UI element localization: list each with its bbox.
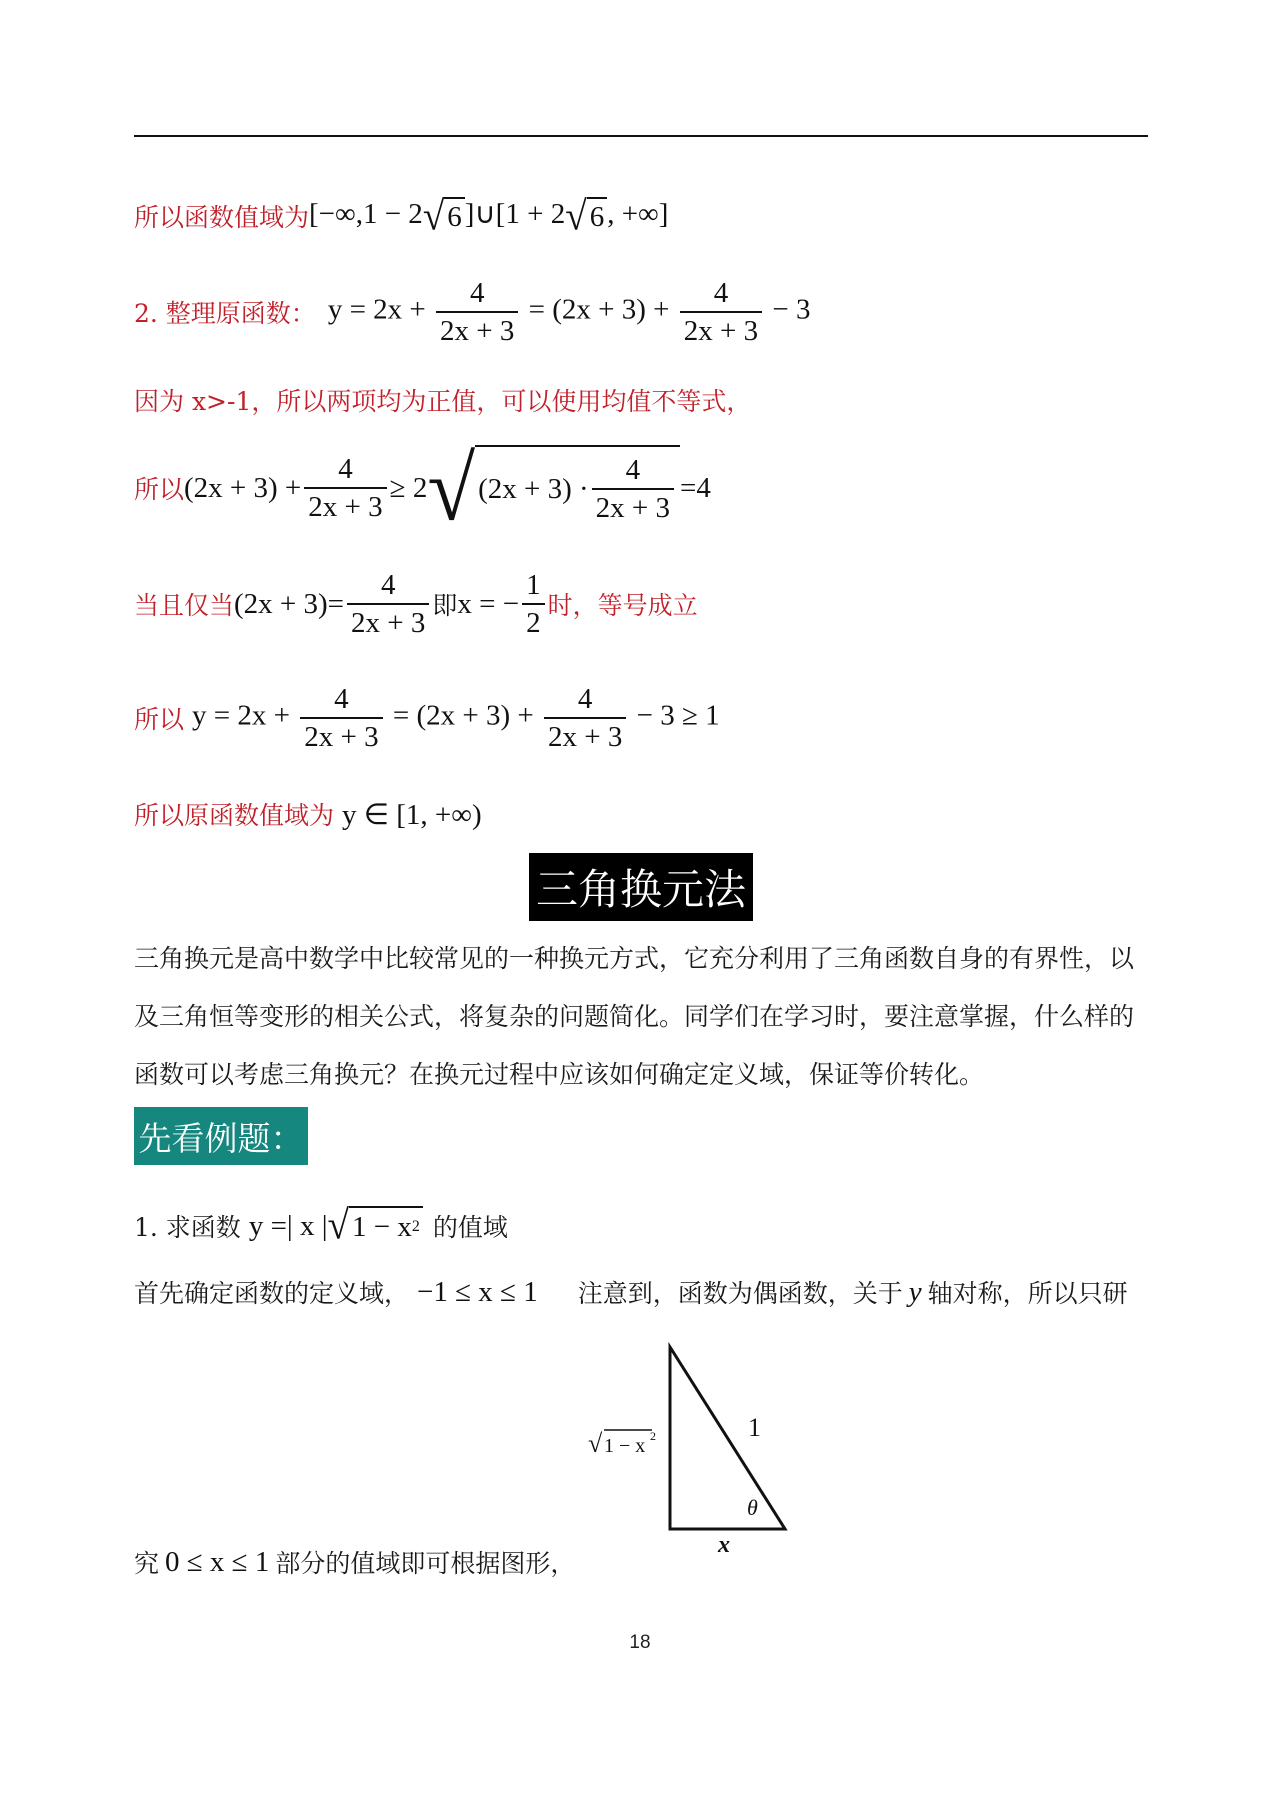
fraction-4-over-2x3: $\frac{4}{2x + 3}$ <box>544 681 626 755</box>
fraction-4-over-2x3: $\frac{4}{2x + 3}$ <box>300 681 382 755</box>
fraction-one-half: $\frac{1}{2}$ <box>522 567 545 641</box>
page-number: 18 <box>629 1632 651 1653</box>
svg-text:1 − x: 1 − x <box>604 1435 646 1457</box>
last-prefix: 究 <box>134 1549 160 1578</box>
last-math: 0 ≤ x ≤ 1 <box>165 1545 270 1578</box>
domain-rest: 注意到，函数为偶函数，关于 <box>577 1279 903 1308</box>
equality-math: (2x + 3)= $\frac{4}{2x + 3}$ 即 x = − $\frac{1}{2}$ <box>234 567 548 641</box>
domain-line <box>134 1270 1128 1314</box>
right-triangle-figure <box>560 1330 820 1560</box>
last-line <box>134 1540 575 1584</box>
range-math: [−∞,1 − 2 √ 6 ]∪[1 + 2 √ 6 , +∞] <box>309 193 669 239</box>
final-range-line <box>134 792 482 836</box>
example-1-line <box>134 1201 508 1251</box>
svg-text:√: √ <box>588 1429 603 1458</box>
am-gm-line <box>134 437 711 539</box>
y-axis-symbol: y <box>908 1275 922 1308</box>
rewrite-label: 2. 整理原函数： <box>134 299 316 328</box>
domain-rest-2: 轴对称，所以只研 <box>927 1279 1128 1308</box>
last-rest: 部分的值域即可根据图形， <box>275 1549 576 1578</box>
example-heading: 先看例题： <box>134 1107 308 1165</box>
domain-math: −1 ≤ x ≤ 1 <box>417 1275 538 1308</box>
equality-condition-line <box>134 564 698 644</box>
fraction-4-over-2x3: $\frac{4}{2x + 3}$ <box>680 275 762 349</box>
example-1-math: y =| x | √ 1 − x 2 <box>249 1206 423 1245</box>
positivity-note: 因为 x>-1，所以两项均为正值，可以使用均值不等式， <box>134 387 752 416</box>
hypotenuse-label: 1 <box>748 1413 761 1442</box>
range-result-line <box>134 194 668 238</box>
domain-label: 首先确定函数的定义域， <box>134 1279 410 1308</box>
conclusion-math: y = 2x + $\frac{4}{2x + 3}$ = (2x + 3) + $\frac{4}{2x + 3}$ − 3 ≥ 1 <box>192 683 720 753</box>
sqrt-1-minus-x2: √ 1 − x 2 <box>328 1206 423 1245</box>
example-1-label: 1. 求函数 <box>134 1213 241 1242</box>
sqrt-product: √ (2x + 3) · $\frac{4}{2x + 3}$ <box>427 445 680 532</box>
rewrite-math: y = 2x + $\frac{4}{2x + 3}$ = (2x + 3) + $\frac{4}{2x + 3}$ − 3 <box>327 277 811 347</box>
fraction-4-over-2x3: $\frac{4}{2x + 3}$ <box>347 567 429 641</box>
sqrt-6-a: √ 6 <box>423 197 465 236</box>
theta-label: θ <box>747 1495 758 1520</box>
fraction-4-over-2x3: $\frac{4}{2x + 3}$ <box>592 452 674 526</box>
equality-prefix: 当且仅当 <box>134 591 235 620</box>
range-label: 所以函数值域为 <box>134 203 310 232</box>
am-gm-prefix: 所以 <box>134 475 185 504</box>
example-1-suffix: 的值域 <box>432 1213 508 1242</box>
base-label: x <box>718 1532 730 1558</box>
section-title: 三角换元法 <box>529 853 753 921</box>
svg-text:2: 2 <box>650 1429 656 1443</box>
final-range-math: y ∈ [1, +∞) <box>342 798 482 831</box>
conclusion-line <box>134 678 720 758</box>
rewrite-line <box>134 272 811 352</box>
equality-suffix: 时，等号成立 <box>547 591 698 620</box>
fraction-4-over-2x3: $\frac{4}{2x + 3}$ <box>436 275 518 349</box>
sqrt-6-b: √ 6 <box>565 197 607 236</box>
am-gm-math: (2x + 3) + $\frac{4}{2x + 3}$ ≥ 2 √ (2x + 3) · $\frac{4}{2x + 3}$ =4 <box>184 437 711 539</box>
triangle-outline <box>670 1347 785 1529</box>
intro-paragraph: 三角换元是高中数学中比较常见的一种换元方式，它充分利用了三角函数自身的有界性，以及三角恒等变形的相关公式，将复杂的问题简化。同学们在学习时，要注意掌握，什么样的函数可以考虑三角换元？在换元过程中应该如何确定定义域，保证等价转化。 <box>134 944 1135 1089</box>
side-label <box>588 1429 656 1458</box>
fraction-4-over-2x3: $\frac{4}{2x + 3}$ <box>304 451 386 525</box>
conclusion-prefix: 所以 <box>134 705 185 734</box>
header-rule <box>134 135 1148 137</box>
final-range-prefix: 所以原函数值域为 <box>134 801 335 830</box>
